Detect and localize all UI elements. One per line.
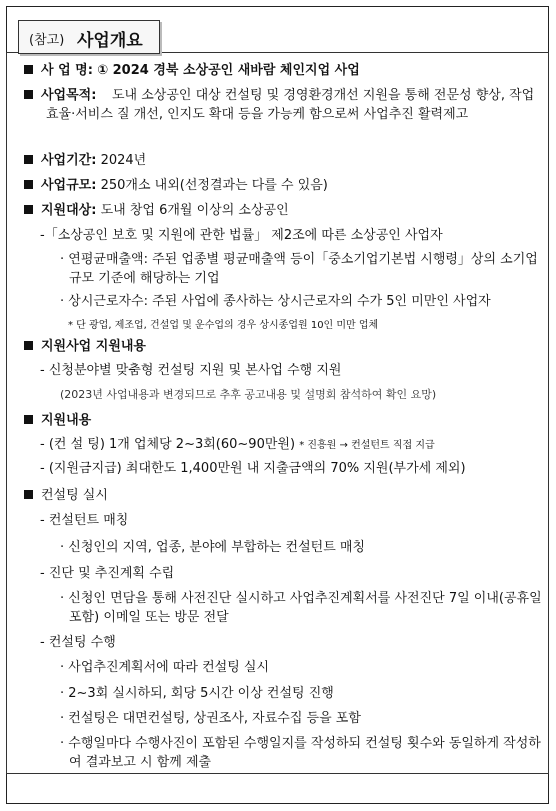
item-consulting: 컨설팅 실시 — [24, 486, 108, 505]
consult-sub1a: · 신청인의 지역, 업종, 분야에 부합하는 컨설턴트 매칭 — [60, 540, 366, 555]
square-bullet-icon — [24, 415, 33, 424]
square-bullet-icon — [24, 205, 33, 214]
square-bullet-icon — [24, 490, 33, 499]
reference-tag: (참고) — [29, 33, 65, 48]
target-note: * 단 광업, 제조업, 건설업 및 운수업의 경우 상시종업원 10인 미만 업체 — [68, 320, 379, 331]
item-program: 지원사업 지원내용 — [24, 337, 146, 356]
item-support: 지원내용 — [24, 411, 91, 430]
page-title: 사업개요 — [77, 31, 143, 51]
consult-sub1: - 컨설턴트 매칭 — [40, 513, 129, 528]
square-bullet-icon — [24, 90, 33, 99]
consult-sub2a: · 신청인 면담을 통해 사전진단 실시하고 사업추진계획서를 사전진단 7일 이내(공휴일 포함) 이메일 또는 방문 전달 — [60, 591, 542, 625]
support-sub1: - (컨 설 팅) 1개 업체당 2~3회(60~90만원) * 진흥원 → 컨설턴트 직접 지급 — [40, 437, 435, 452]
square-bullet-icon — [24, 180, 33, 189]
title-box — [18, 20, 160, 54]
item-purpose-value: 도내 소상공인 대상 컨설팅 및 경영환경개선 지원을 통해 전문성 향상, 작업효율·서비스 질 개선, 인지도 확대 등을 가능케 함으로써 사업추진 활력제고 — [46, 88, 535, 122]
item-period: 사업기간: 2024년 — [24, 151, 146, 170]
support-sub2: - (지원금지급) 최대한도 1,400만원 내 지출금액의 70% 지원(부가세 제외) — [40, 461, 466, 476]
consult-sub3d: · 수행일마다 수행사진이 포함된 수행일지를 작성하되 컨설팅 횟수와 동일하게 작성하여 결과보고 시 함께 제출 — [60, 736, 541, 770]
item-scale: 사업규모: 250개소 내외(선정결과는 다를 수 있음) — [24, 176, 328, 195]
square-bullet-icon — [24, 155, 33, 164]
square-bullet-icon — [24, 341, 33, 350]
item-purpose-label: 사업목적: — [24, 86, 96, 105]
consult-sub3: - 컨설팅 수행 — [40, 635, 116, 650]
item-target: 지원대상: 도내 창업 6개월 이상의 소상공인 — [24, 201, 289, 220]
target-sub1b: · 상시근로자수: 주된 사업에 종사하는 상시근로자의 수가 5인 미만인 사업자 — [60, 294, 491, 309]
target-sub1: -「소상공인 보호 및 지원에 관한 법률」 제2조에 따른 소상공인 사업자 — [40, 228, 443, 243]
consult-sub3c: · 컨설팅은 대면컨설팅, 상권조사, 자료수집 등을 포함 — [60, 711, 361, 726]
consult-sub2: - 진단 및 추진계획 수립 — [40, 566, 175, 581]
square-bullet-icon — [24, 65, 33, 74]
program-sub1: - 신청분야별 맞춤형 컨설팅 지원 및 본사업 수행 지원 — [40, 363, 342, 378]
consult-sub3b: · 2~3회 실시하되, 회당 5시간 이상 컨설팅 진행 — [60, 686, 334, 701]
consult-sub3a: · 사업추진계획서에 따라 컨설팅 실시 — [60, 660, 270, 675]
target-sub1a: · 연평균매출액: 주된 업종별 평균매출액 등이「중소기업기본법 시행령」상의 소기업 규모 기준에 해당하는 기업 — [60, 252, 538, 286]
item-project-name: 사 업 명: ① 2024 경북 소상공인 새바람 체인지업 사업 — [24, 61, 360, 80]
program-note: (2023년 사업내용과 변경되므로 추후 공고내용 및 설명회 참석하여 확인 요망) — [60, 388, 437, 401]
support-sub1-note: * 진흥원 → 컨설턴트 직접 지급 — [299, 440, 435, 451]
